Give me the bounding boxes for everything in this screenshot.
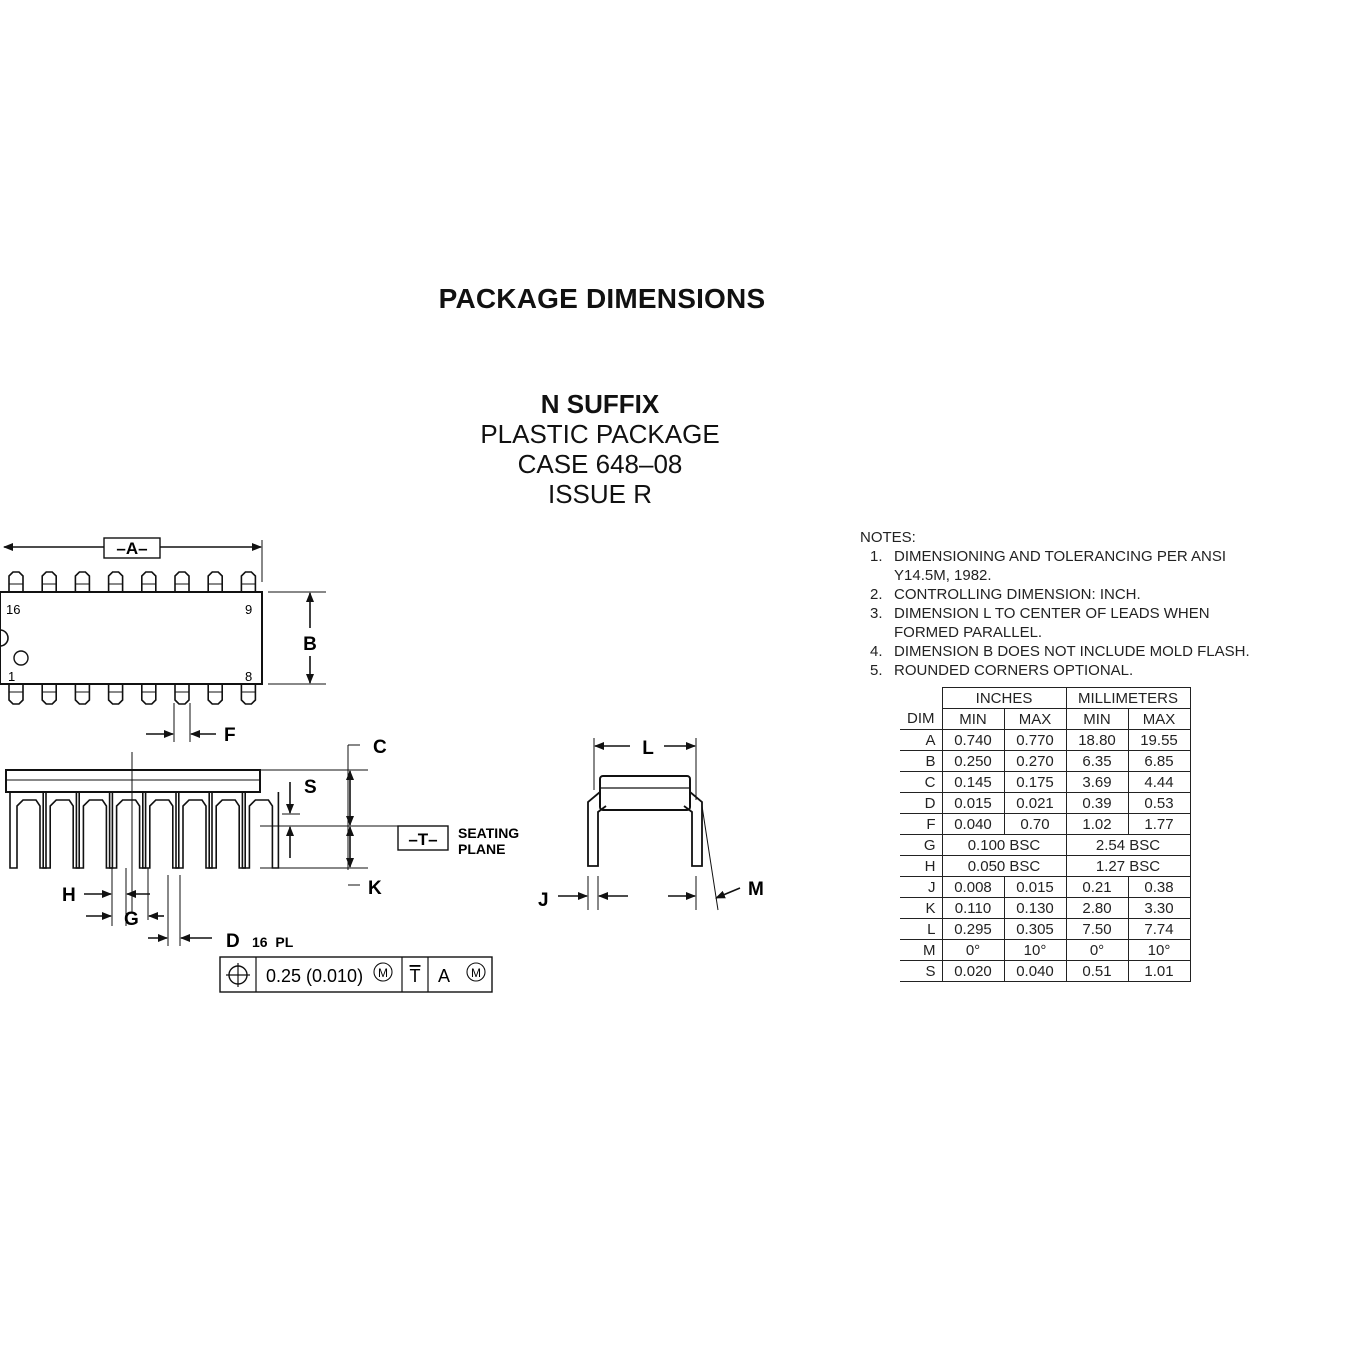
notes-heading: NOTES: xyxy=(860,529,916,546)
bottom-lead xyxy=(109,684,123,704)
note-text: ROUNDED CORNERS OPTIONAL. xyxy=(894,662,1134,679)
suffix-label: N SUFFIX xyxy=(540,389,660,419)
side-lead xyxy=(209,792,245,868)
mm-max-cell: 0.38 xyxy=(1128,877,1190,898)
inch-min-cell: 0.008 xyxy=(942,877,1004,898)
tolerance-modifier-1: M xyxy=(378,966,388,980)
top-lead xyxy=(42,572,56,592)
col-mm-max: MAX xyxy=(1128,709,1190,730)
bottom-lead xyxy=(241,684,255,704)
table-row xyxy=(900,856,1190,877)
mm-max-cell: 0.53 xyxy=(1128,793,1190,814)
dim-s-label: S xyxy=(304,777,317,798)
dim-cell: M xyxy=(900,940,942,961)
table-column-header-row xyxy=(900,709,1190,730)
note-number: 3. xyxy=(870,605,883,622)
inch-max-cell: 0.021 xyxy=(1004,793,1066,814)
dim-m-label: M xyxy=(748,879,764,900)
dim-d-count-label: 16 PL xyxy=(252,934,294,950)
dim-cell: L xyxy=(900,919,942,940)
inch-min-cell: 0.040 xyxy=(942,814,1004,835)
seating-plane-label-2: PLANE xyxy=(458,841,506,857)
inch-max-cell: 0.70 xyxy=(1004,814,1066,835)
mm-max-cell: 6.85 xyxy=(1128,751,1190,772)
inch-min-cell: 0.295 xyxy=(942,919,1004,940)
notes-list xyxy=(860,547,1250,680)
group-inches: INCHES xyxy=(942,688,1066,709)
pin-8-label: 8 xyxy=(245,669,253,684)
top-lead xyxy=(241,572,255,592)
inch-min-cell: 0.110 xyxy=(942,898,1004,919)
mm-min-cell: 0.39 xyxy=(1066,793,1128,814)
mm-min-cell: 3.69 xyxy=(1066,772,1128,793)
table-row xyxy=(900,961,1190,982)
group-millimeters: MILLIMETERS xyxy=(1066,688,1190,709)
note-text: FORMED PARALLEL. xyxy=(894,624,1043,641)
inch-span-cell: 0.050 BSC xyxy=(942,856,1066,877)
side-lead xyxy=(76,792,112,868)
mm-min-cell: 7.50 xyxy=(1066,919,1128,940)
tolerance-modifier-2: M xyxy=(471,966,481,980)
dim-cell: C xyxy=(900,772,942,793)
dim-a-label: –A– xyxy=(116,539,148,558)
side-lead xyxy=(110,792,146,868)
dim-h-label: H xyxy=(62,885,76,906)
mm-max-cell: 1.77 xyxy=(1128,814,1190,835)
table-row xyxy=(900,898,1190,919)
mm-min-cell: 0° xyxy=(1066,940,1128,961)
mm-max-cell: 4.44 xyxy=(1128,772,1190,793)
dim-cell: K xyxy=(900,898,942,919)
side-lead xyxy=(10,792,46,868)
inch-max-cell: 0.305 xyxy=(1004,919,1066,940)
inch-min-cell: 0.015 xyxy=(942,793,1004,814)
note-text: DIMENSION L TO CENTER OF LEADS WHEN xyxy=(894,605,1210,622)
dim-f-label: F xyxy=(224,725,236,746)
side-lead xyxy=(43,792,79,868)
inch-max-cell: 0.175 xyxy=(1004,772,1066,793)
inch-min-cell: 0.145 xyxy=(942,772,1004,793)
note-item xyxy=(860,585,1250,604)
inch-min-cell: 0° xyxy=(942,940,1004,961)
mm-min-cell: 1.02 xyxy=(1066,814,1128,835)
dim-c-label: C xyxy=(373,737,387,758)
note-item xyxy=(860,604,1250,642)
mm-span-cell: 1.27 BSC xyxy=(1066,856,1190,877)
note-item xyxy=(860,642,1250,661)
pin-9-label: 9 xyxy=(245,602,253,617)
col-dim: DIM xyxy=(900,709,942,730)
bottom-lead xyxy=(42,684,56,704)
dim-g-label: G xyxy=(124,909,139,930)
inch-max-cell: 0.040 xyxy=(1004,961,1066,982)
inch-max-cell: 0.130 xyxy=(1004,898,1066,919)
table-row xyxy=(900,751,1190,772)
dimension-table xyxy=(900,687,1191,982)
mm-max-cell: 1.01 xyxy=(1128,961,1190,982)
dim-cell: J xyxy=(900,877,942,898)
table-row xyxy=(900,835,1190,856)
tolerance-datum-a: A xyxy=(437,966,451,986)
table-row xyxy=(900,772,1190,793)
inch-max-cell: 10° xyxy=(1004,940,1066,961)
dim-d-label: D xyxy=(226,931,240,952)
top-lead xyxy=(109,572,123,592)
top-lead xyxy=(75,572,89,592)
mm-max-cell: 19.55 xyxy=(1128,730,1190,751)
mm-min-cell: 0.21 xyxy=(1066,877,1128,898)
dim-cell: G xyxy=(900,835,942,856)
mm-min-cell: 2.80 xyxy=(1066,898,1128,919)
side-lead xyxy=(242,792,278,868)
table-row xyxy=(900,793,1190,814)
dim-cell: A xyxy=(900,730,942,751)
mm-max-cell: 10° xyxy=(1128,940,1190,961)
note-number: 1. xyxy=(870,548,883,565)
table-row xyxy=(900,919,1190,940)
mm-min-cell: 6.35 xyxy=(1066,751,1128,772)
table-row xyxy=(900,940,1190,961)
issue-label: ISSUE R xyxy=(547,479,653,509)
mm-max-cell: 3.30 xyxy=(1128,898,1190,919)
note-text: DIMENSION B DOES NOT INCLUDE MOLD FLASH. xyxy=(894,643,1250,660)
case-label: CASE 648–08 xyxy=(517,449,683,479)
table-row xyxy=(900,877,1190,898)
top-lead xyxy=(208,572,222,592)
table-group-header-row xyxy=(900,688,1190,709)
note-item xyxy=(860,661,1250,680)
inch-min-cell: 0.740 xyxy=(942,730,1004,751)
col-in-max: MAX xyxy=(1004,709,1066,730)
col-in-min: MIN xyxy=(942,709,1004,730)
notes-block xyxy=(860,528,1250,680)
dim-cell: B xyxy=(900,751,942,772)
mm-min-cell: 0.51 xyxy=(1066,961,1128,982)
bottom-lead xyxy=(175,684,189,704)
datum-t-label: –T– xyxy=(408,830,438,849)
bottom-lead xyxy=(9,684,23,704)
side-lead xyxy=(143,792,179,868)
bottom-lead xyxy=(142,684,156,704)
inch-max-cell: 0.015 xyxy=(1004,877,1066,898)
top-lead xyxy=(175,572,189,592)
note-number: 5. xyxy=(870,662,883,679)
mm-span-cell: 2.54 BSC xyxy=(1066,835,1190,856)
dim-cell: S xyxy=(900,961,942,982)
bottom-lead xyxy=(75,684,89,704)
package-label: PLASTIC PACKAGE xyxy=(480,419,720,449)
top-lead xyxy=(142,572,156,592)
mm-max-cell: 7.74 xyxy=(1128,919,1190,940)
top-lead xyxy=(9,572,23,592)
dim-cell: F xyxy=(900,814,942,835)
note-item xyxy=(860,547,1250,585)
pin-1-label: 1 xyxy=(8,669,16,684)
note-number: 2. xyxy=(870,586,883,603)
bottom-lead xyxy=(208,684,222,704)
dim-b-label: B xyxy=(303,634,317,655)
mm-min-cell: 18.80 xyxy=(1066,730,1128,751)
dim-j-label: J xyxy=(538,890,549,911)
tolerance-datum-t: T xyxy=(409,966,421,986)
inch-max-cell: 0.270 xyxy=(1004,751,1066,772)
dim-cell: D xyxy=(900,793,942,814)
tolerance-value: 0.25 (0.010) xyxy=(266,966,364,986)
page-title: PACKAGE DIMENSIONS xyxy=(438,283,766,314)
seating-plane-label-1: SEATING xyxy=(458,825,520,841)
dim-l-label: L xyxy=(642,738,654,759)
inch-min-cell: 0.250 xyxy=(942,751,1004,772)
dim-k-label: K xyxy=(368,878,382,899)
col-mm-min: MIN xyxy=(1066,709,1128,730)
table-row xyxy=(900,814,1190,835)
note-text: DIMENSIONING AND TOLERANCING PER ANSI xyxy=(894,548,1227,565)
inch-span-cell: 0.100 BSC xyxy=(942,835,1066,856)
note-number: 4. xyxy=(870,643,883,660)
table-row xyxy=(900,730,1190,751)
note-text: Y14.5M, 1982. xyxy=(894,567,992,584)
inch-min-cell: 0.020 xyxy=(942,961,1004,982)
inch-max-cell: 0.770 xyxy=(1004,730,1066,751)
side-lead xyxy=(176,792,212,868)
pin-16-label: 16 xyxy=(6,602,21,617)
note-text: CONTROLLING DIMENSION: INCH. xyxy=(894,586,1141,603)
dim-cell: H xyxy=(900,856,942,877)
